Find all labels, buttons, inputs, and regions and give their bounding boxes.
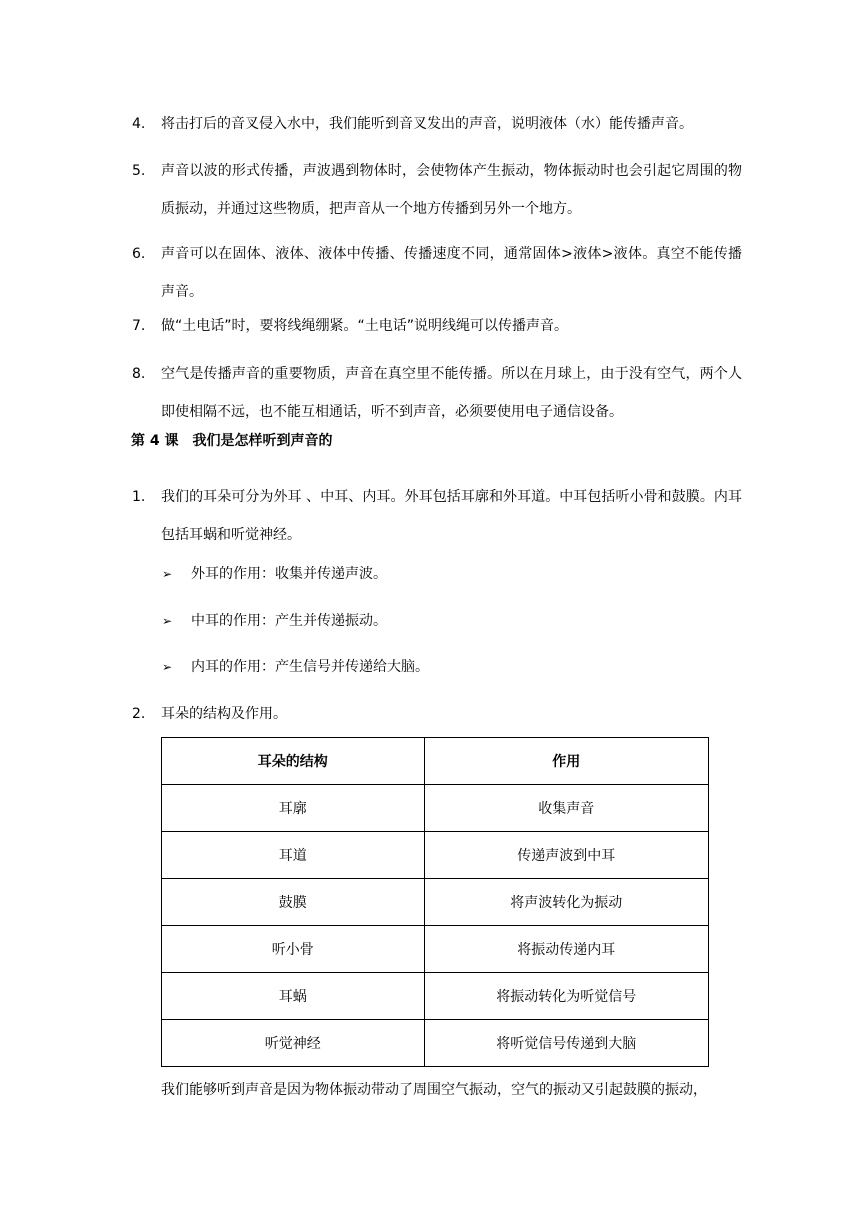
table-header-cell: 耳朵的结构 bbox=[162, 738, 425, 785]
table-cell: 听觉神经 bbox=[162, 1020, 425, 1067]
table-row bbox=[162, 973, 709, 1020]
table-cell: 收集声音 bbox=[424, 785, 708, 832]
bullet-text: 外耳的作用：收集并传递声波。 bbox=[191, 566, 387, 582]
list-text: 空气是传播声音的重要物质，声音在真空里不能传播。所以在月球上，由于没有空气，两个人即使相隔不远，也不能互相通话，听不到声音，必须要使用电子通信设备。 bbox=[161, 366, 742, 420]
list-item bbox=[132, 478, 742, 554]
table-cell: 将听觉信号传递到大脑 bbox=[424, 1020, 708, 1067]
list-number: 7. bbox=[132, 318, 146, 334]
table-cell: 听小骨 bbox=[162, 926, 425, 973]
arrow-bullet-icon: ➢ bbox=[162, 567, 173, 581]
list-text: 耳朵的结构及作用。 bbox=[161, 706, 287, 722]
list-text: 将击打后的音叉侵入水中，我们能听到音叉发出的声音，说明液体（水）能传播声音。 bbox=[161, 116, 693, 132]
bullet-item bbox=[162, 609, 387, 633]
list-item bbox=[132, 355, 742, 431]
list-text: 声音可以在固体、液体、液体中传播、传播速度不同，通常固体>液体>液体。真空不能传播声音。 bbox=[161, 246, 742, 300]
table-cell: 将振动传递内耳 bbox=[424, 926, 708, 973]
table-row bbox=[162, 1020, 709, 1067]
list-text: 声音以波的形式传播，声波遇到物体时，会使物体产生振动，物体振动时也会引起它周围的物质振动，并通过这些物质，把声音从一个地方传播到另外一个地方。 bbox=[161, 163, 742, 217]
bullet-text: 中耳的作用：产生并传递振动。 bbox=[191, 613, 387, 629]
table-cell: 将振动转化为听觉信号 bbox=[424, 973, 708, 1020]
closing-paragraph: 我们能够听到声音是因为物体振动带动了周围空气振动，空气的振动又引起鼓膜的振动， bbox=[161, 1082, 707, 1098]
arrow-bullet-icon: ➢ bbox=[162, 660, 173, 674]
list-number: 5. bbox=[132, 163, 146, 179]
list-item bbox=[132, 695, 742, 733]
table-cell: 鼓膜 bbox=[162, 879, 425, 926]
table-row bbox=[162, 879, 709, 926]
table-cell: 耳道 bbox=[162, 832, 425, 879]
table-header-cell: 作用 bbox=[424, 738, 708, 785]
list-number: 4. bbox=[132, 116, 146, 132]
bullet-item bbox=[162, 655, 429, 679]
table-row bbox=[162, 832, 709, 879]
list-number: 8. bbox=[132, 366, 146, 382]
bullet-text: 内耳的作用：产生信号并传递给大脑。 bbox=[191, 659, 429, 675]
table-row bbox=[162, 785, 709, 832]
arrow-bullet-icon: ➢ bbox=[162, 614, 173, 628]
list-item bbox=[132, 307, 742, 345]
ear-structure-table bbox=[161, 737, 709, 1067]
list-number: 2. bbox=[132, 706, 146, 722]
lesson-heading: 第 4 课 我们是怎样听到声音的 bbox=[131, 433, 333, 449]
table-cell: 耳廓 bbox=[162, 785, 425, 832]
list-text: 我们的耳朵可分为外耳 、中耳、内耳。外耳包括耳廓和外耳道。中耳包括听小骨和鼓膜。内耳包括耳蜗和听觉神经。 bbox=[161, 489, 742, 543]
bullet-item bbox=[162, 562, 387, 586]
list-item bbox=[132, 152, 742, 228]
table-header-row bbox=[162, 738, 709, 785]
list-text: 做“土电话”时，要将线绳绷紧。“土电话”说明线绳可以传播声音。 bbox=[161, 318, 569, 334]
list-item bbox=[132, 105, 742, 143]
list-number: 6. bbox=[132, 246, 146, 262]
table-cell: 将声波转化为振动 bbox=[424, 879, 708, 926]
list-item bbox=[132, 235, 742, 311]
table-cell: 耳蜗 bbox=[162, 973, 425, 1020]
table-cell: 传递声波到中耳 bbox=[424, 832, 708, 879]
table-row bbox=[162, 926, 709, 973]
list-number: 1. bbox=[132, 489, 146, 505]
